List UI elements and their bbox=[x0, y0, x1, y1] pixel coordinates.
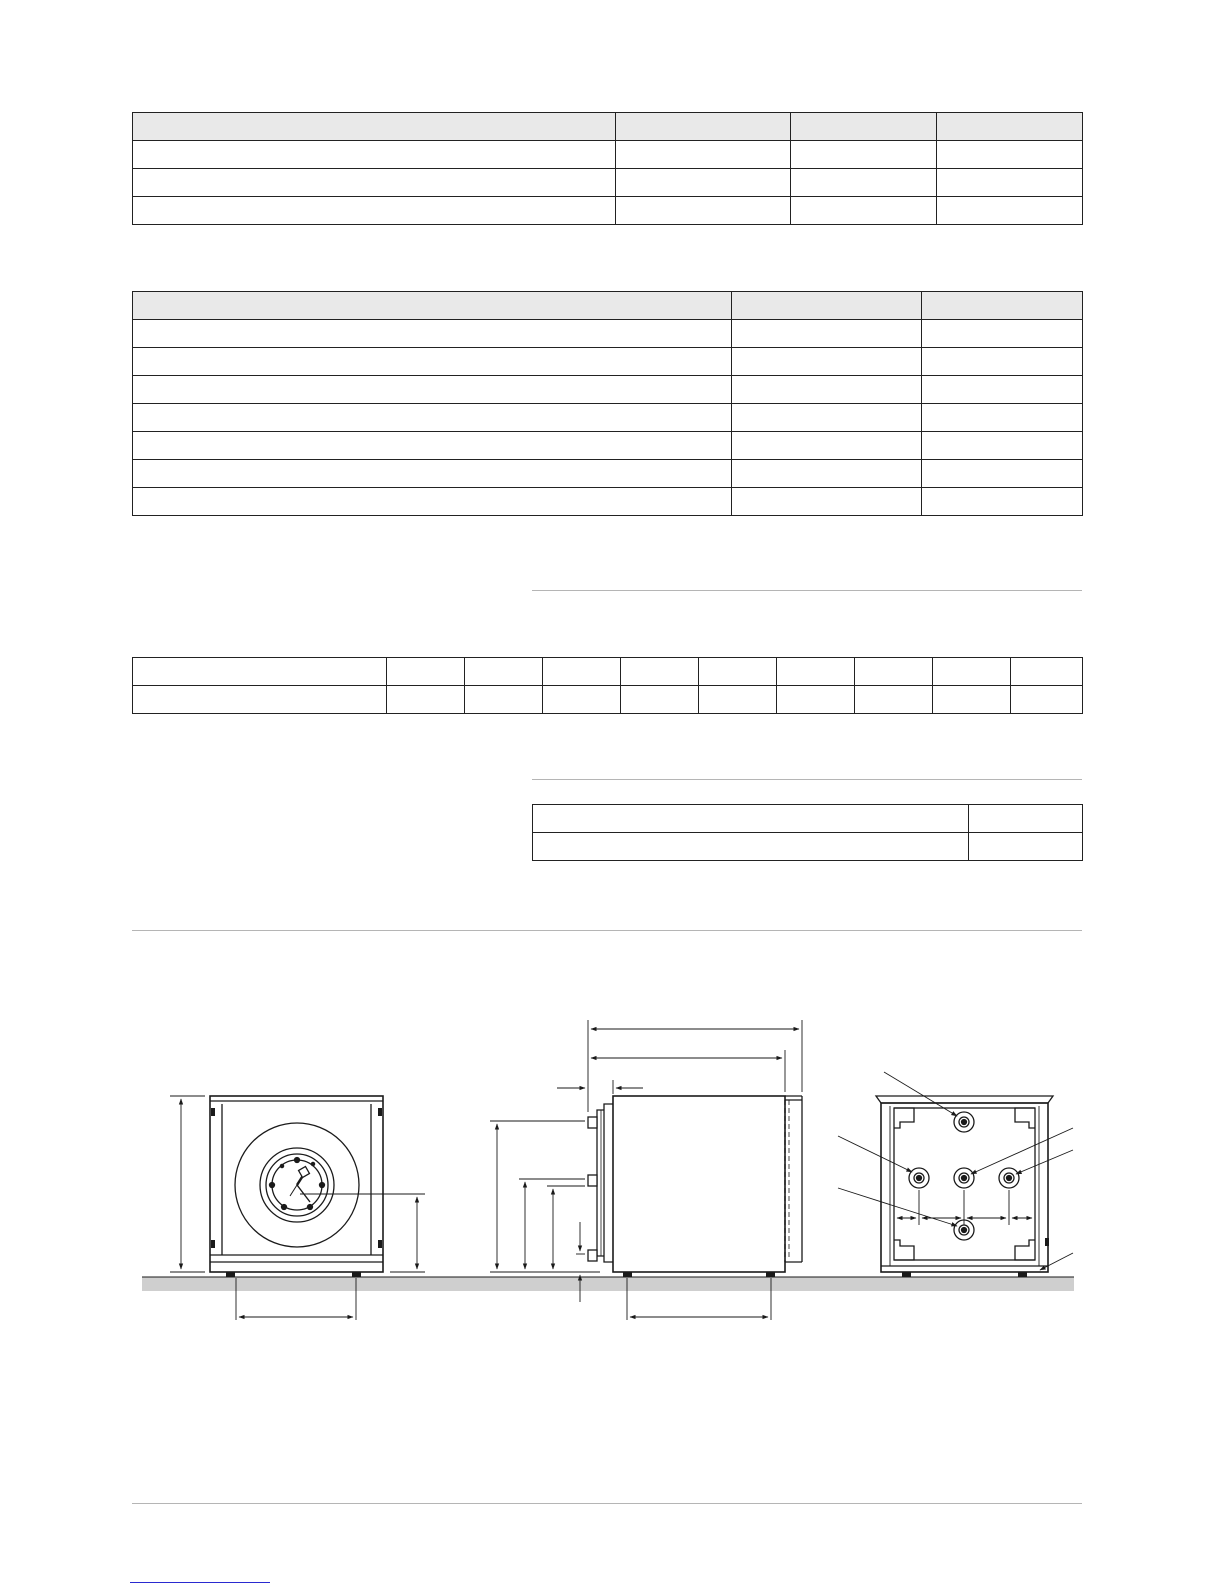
table-row bbox=[533, 833, 1083, 861]
table-cell bbox=[533, 805, 969, 833]
table-cell bbox=[791, 141, 937, 169]
side-view bbox=[490, 1020, 802, 1320]
table-cell bbox=[777, 658, 855, 686]
table-cell bbox=[133, 488, 732, 516]
table-cell bbox=[387, 686, 465, 714]
table-cell bbox=[777, 686, 855, 714]
table-1 bbox=[132, 112, 1083, 225]
table-row bbox=[133, 686, 1083, 714]
header-cell bbox=[937, 113, 1083, 141]
table-cell bbox=[922, 376, 1083, 404]
table-cell bbox=[855, 686, 933, 714]
table-cell bbox=[922, 320, 1083, 348]
table-cell bbox=[533, 833, 969, 861]
table-cell bbox=[922, 488, 1083, 516]
table-cell bbox=[732, 404, 922, 432]
table-cell bbox=[732, 488, 922, 516]
table-row bbox=[533, 805, 1083, 833]
table-row bbox=[133, 488, 1083, 516]
header-cell bbox=[732, 292, 922, 320]
table-cell bbox=[133, 460, 732, 488]
table-header-row bbox=[133, 113, 1083, 141]
table-cell bbox=[543, 658, 621, 686]
header-cell bbox=[133, 113, 616, 141]
table-cell bbox=[133, 320, 732, 348]
table-cell bbox=[621, 658, 699, 686]
table-cell bbox=[1011, 686, 1083, 714]
header-cell bbox=[922, 292, 1083, 320]
footer-link-underline[interactable] bbox=[130, 1582, 270, 1583]
table-cell bbox=[616, 141, 791, 169]
table-row bbox=[133, 404, 1083, 432]
table-cell bbox=[133, 686, 387, 714]
table-cell bbox=[933, 686, 1011, 714]
rear-view bbox=[838, 1072, 1073, 1277]
table-cell bbox=[937, 169, 1083, 197]
section-divider bbox=[532, 779, 1082, 780]
section-divider bbox=[532, 590, 1082, 591]
table-cell bbox=[922, 348, 1083, 376]
table-row bbox=[133, 348, 1083, 376]
table-cell bbox=[616, 169, 791, 197]
table-cell bbox=[791, 169, 937, 197]
table-cell bbox=[699, 658, 777, 686]
table-cell bbox=[133, 658, 387, 686]
table-cell bbox=[937, 197, 1083, 225]
table-row bbox=[133, 432, 1083, 460]
table-cell bbox=[133, 376, 732, 404]
dimension-drawing bbox=[0, 990, 1225, 1320]
table-cell bbox=[791, 197, 937, 225]
table-row bbox=[133, 141, 1083, 169]
table-cell bbox=[732, 460, 922, 488]
table-cell bbox=[133, 404, 732, 432]
section-divider bbox=[132, 930, 1082, 931]
table-cell bbox=[732, 320, 922, 348]
table-cell bbox=[133, 141, 616, 169]
floor-band bbox=[142, 1277, 1074, 1291]
table-header-row bbox=[133, 292, 1083, 320]
table-2 bbox=[132, 291, 1083, 516]
table-row bbox=[133, 658, 1083, 686]
table-cell bbox=[933, 658, 1011, 686]
table-cell bbox=[699, 686, 777, 714]
table-cell bbox=[387, 658, 465, 686]
table-cell bbox=[621, 686, 699, 714]
table-cell bbox=[133, 348, 732, 376]
table-cell bbox=[543, 686, 621, 714]
table-cell bbox=[922, 432, 1083, 460]
table-row bbox=[133, 376, 1083, 404]
table-cell bbox=[855, 658, 933, 686]
table-cell bbox=[732, 348, 922, 376]
table-cell bbox=[1011, 658, 1083, 686]
table-cell bbox=[732, 376, 922, 404]
table-cell bbox=[969, 805, 1083, 833]
table-cell bbox=[465, 686, 543, 714]
header-cell bbox=[616, 113, 791, 141]
table-3 bbox=[132, 657, 1083, 714]
header-cell bbox=[133, 292, 732, 320]
table-cell bbox=[133, 197, 616, 225]
table-row bbox=[133, 169, 1083, 197]
table-cell bbox=[616, 197, 791, 225]
table-row bbox=[133, 460, 1083, 488]
table-cell bbox=[732, 432, 922, 460]
table-cell bbox=[922, 460, 1083, 488]
table-cell bbox=[922, 404, 1083, 432]
table-cell bbox=[937, 141, 1083, 169]
table-cell bbox=[465, 658, 543, 686]
header-cell bbox=[791, 113, 937, 141]
table-row bbox=[133, 197, 1083, 225]
table-row bbox=[133, 320, 1083, 348]
table-cell bbox=[133, 432, 732, 460]
table-cell bbox=[133, 169, 616, 197]
footer-divider bbox=[132, 1503, 1082, 1504]
table-4 bbox=[532, 804, 1083, 861]
table-cell bbox=[969, 833, 1083, 861]
